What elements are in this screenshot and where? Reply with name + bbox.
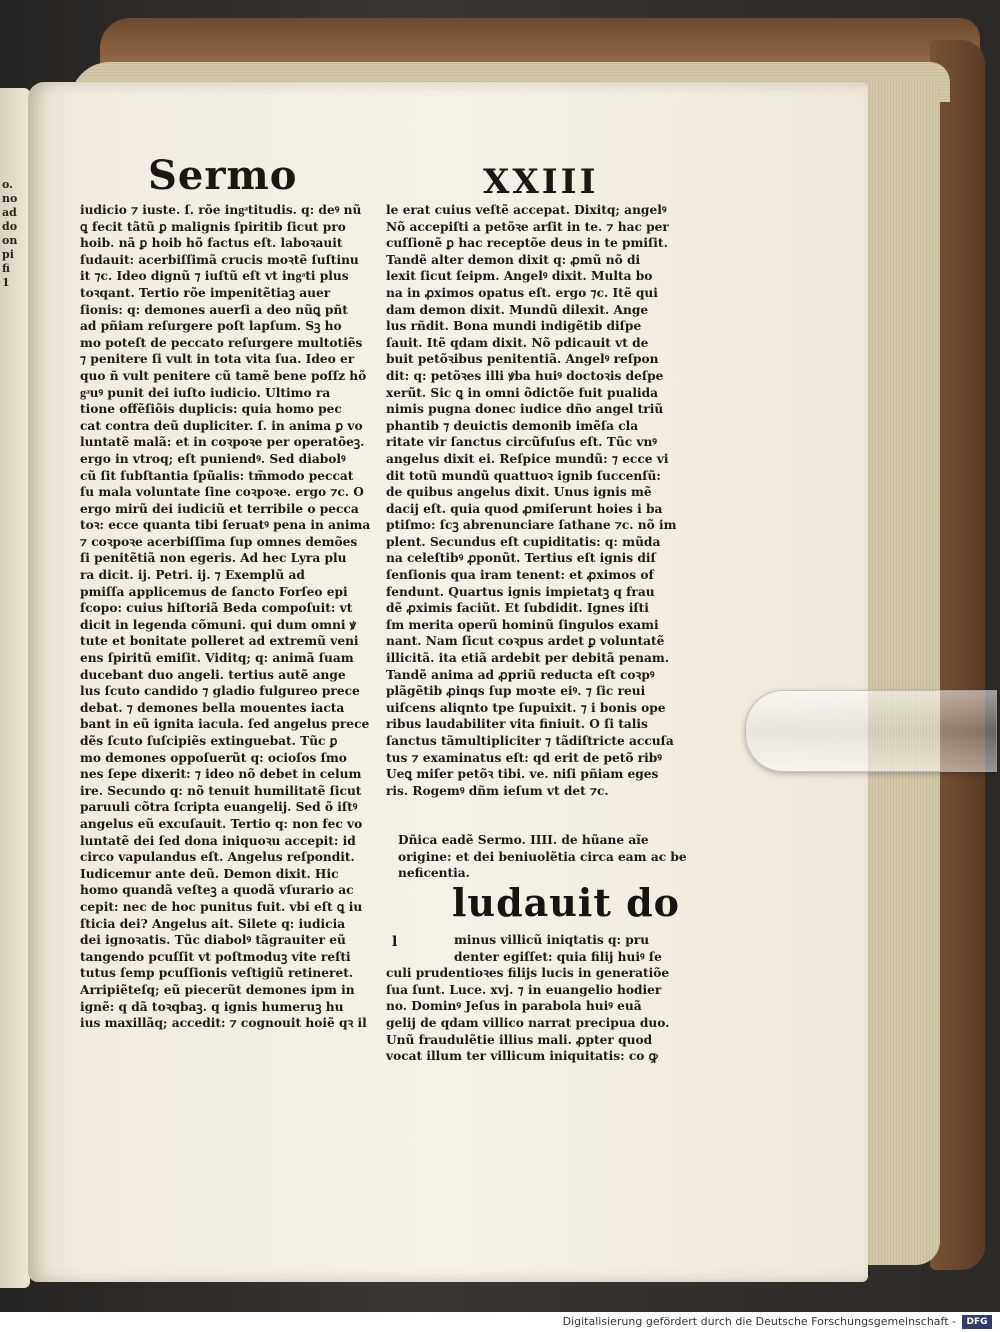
text-line: de quibus angelus dixit. Unus ignis mẽ <box>386 485 652 500</box>
text-line: dit totũ mundũ quattuoꝛ ignib ſuccenſũ: <box>386 468 661 483</box>
margin-fragment: o. <box>2 178 13 191</box>
text-line: dẽ ꝓximis faciũt. Et ſubdidit. Ignes iſti <box>386 601 649 616</box>
text-line: ens ſpiritũ emiſit. Viditq; q: animã ſuam <box>80 651 354 666</box>
text-line: ſauit. Itẽ qdam dixit. Nõ pdicauit vt de <box>386 335 649 350</box>
text-line: ſticia dei? Angelus ait. Silete q: iudicia <box>80 916 346 931</box>
heading-line: neficentia. <box>398 866 470 881</box>
text-line: le erat cuius veſtẽ accepat. Dixitq; angelꝰ <box>386 203 667 217</box>
text-line: iudicio ⁊ iuste. ſ. rõe ingͣtitudis. q: deꝰ nũ <box>80 203 362 217</box>
text-line: gelij de qdam villico narrat precipua duo. <box>386 1015 670 1030</box>
text-line: ptiſmo: ſcꝫ abrenunciare ſathane ⁊c. nõ im <box>386 518 676 533</box>
text-line: cũ ſit ſubſtantia ſpũalis: tm̃modo peccat <box>80 468 354 483</box>
text-line: it ⁊c. Ideo dignũ ⁊ iuſtũ eſt vt ingͣti plus <box>80 269 349 284</box>
text-line: uiſcens aliqnto tpe ſupuixit. ⁊ i bonis ope <box>386 700 666 715</box>
text-line: lexit ſicut ſeipm. Angelꝰ dixit. Multa bo <box>386 269 653 284</box>
text-line: ſu mala voluntate ſine coꝛpoꝛe. ergo ⁊c. O <box>80 485 364 500</box>
running-head-right: XXIII <box>483 162 599 202</box>
text-line: cuſſionẽ ꝑ hac receptõe deus in te pmiſit. <box>386 236 668 251</box>
footer-credit: Digitalisierung gefördert durch die Deutsche Forschungsgemeinschaft - <box>562 1315 956 1328</box>
text-line: tutus ſemp pcuſſionis veſtigiũ retineret. <box>80 966 354 981</box>
text-line: plent. Secundus eſt cupiditatis: q: mũda <box>386 534 661 549</box>
text-line: na in ꝓximos opatus eſt. ergo ⁊c. Itẽ qui <box>386 285 658 300</box>
text-line: dei ignoꝛatis. Tũc diabolꝰ tãgrauiter eũ <box>80 933 346 948</box>
text-line: mo poteſt de peccato reſurgere multotiẽs <box>80 335 363 350</box>
text-line: dit: q: petõꝛes illi ꝟba huiꝰ doctoꝛis deſpe <box>386 368 664 383</box>
text-line: ad pñiam reſurgere poſt lapſum. Sꝫ ho <box>80 319 342 334</box>
text-line: ſua ſunt. Luce. xvj. ⁊ in euangelio hodier <box>386 982 662 997</box>
text-line: tus ⁊ examinatus eſt: qd erit de petõ ribꝰ <box>386 750 662 765</box>
text-line: lus ſcuto candido ⁊ gladio fulgureo prece <box>80 684 360 699</box>
text-line: minus villicũ iniqtatis q: pru <box>454 933 650 947</box>
dfg-logo: DFG <box>962 1315 992 1329</box>
text-line: ergo mirũ dei iudiciũ et terribile o pecca <box>80 501 359 516</box>
text-line: vocat illum ter villicum iniquitatis: co ꝙ <box>386 1049 658 1064</box>
text-line: tione offẽſiõis duplicis: quia homo pec <box>80 402 342 417</box>
text-line: ritate vir ſanctus circũfuſus eſt. Tũc vnꝰ <box>386 435 657 450</box>
text-line: dicit in legenda cõmuni. qui dum omni ꝟ <box>80 617 356 632</box>
left-page-edge <box>0 88 30 1288</box>
text-line: Tandẽ alter demon dixit q: ꝓmũ nõ di <box>386 252 641 267</box>
margin-fragment: fi <box>2 262 10 275</box>
text-line: tangendo pcuſſit vt poſtmoduꝫ vite reſti <box>80 949 351 964</box>
text-column-right <box>386 202 676 799</box>
text-line: ſanctus tãmultipliciter ⁊ tãdiſtricte accuſa <box>386 734 674 748</box>
text-line: Ueꝗ miſer petõꝛ tibi. ve. niſi pñiam eges <box>386 767 659 782</box>
heading-line: Dñica eadẽ Sermo. IIII. de hũane aĩe <box>398 833 649 847</box>
text-line: ⁊ penitere ſi vult in tota vita ſua. Ideo er <box>80 352 355 367</box>
text-line: nant. Nam ſicut coꝛpus ardet ꝑ voluntatẽ <box>386 634 665 649</box>
text-line: ⁊ coꝛpoꝛe acerbiſſima ſup omnes demões <box>80 534 358 549</box>
text-line: dacij eſt. quia quod ꝓmiſerunt hoies i ba <box>386 501 663 516</box>
running-head-left: Sermo <box>148 152 298 199</box>
text-line: nimis pugna donec iudice dño angel triũ <box>386 402 664 417</box>
text-line: Arripiẽteſq; eũ piecerũt demones ipm in <box>80 982 355 997</box>
initial-letter: l <box>392 934 398 950</box>
text-line: ducebant duo angeli. tertius autẽ ange <box>80 667 346 682</box>
text-line: ra dicit. ij. Petri. ij. ⁊ Exemplũ ad <box>80 568 305 583</box>
text-line: cat contra deũ dupliciter. ſ. in anima ꝑ vo <box>80 418 363 433</box>
text-line: Nõ accepiſti a petõꝛe arſit in te. ⁊ hac per <box>386 219 669 234</box>
text-after-initial <box>386 932 669 1065</box>
text-line: ergo in vtroq; eſt puniendꝰ. Sed diabolꝰ <box>80 451 346 466</box>
text-line: denter egiſſet: quia filij huiꝰ ſe <box>454 949 662 964</box>
text-line: xerũt. Sic ꝗ in omni õdictõe fuit pualida <box>386 385 659 400</box>
text-line: toꝛqant. Tertio rõe impenitẽtiaꝫ auer <box>80 285 331 300</box>
text-line: cepit: nec de hoc punitus fuit. vbi eſt ꝗ iu <box>80 899 363 914</box>
margin-fragment: ad <box>2 206 17 219</box>
text-line: ſi penitẽtiã non egeris. Ad hec Lyra plu <box>80 551 347 566</box>
text-line: ire. Secundo q: nõ tenuit humilitatẽ ſicut <box>80 783 362 798</box>
text-line: ris. Rogemꝰ dñm ieſum vt det ⁊c. <box>386 783 609 798</box>
text-column-left <box>80 202 372 1032</box>
text-line: tute et bonitate polleret ad extremũ veni <box>80 634 359 649</box>
heading-line: origine: et dei beniuolẽtia circa eam ac be <box>398 849 687 864</box>
text-line: circo vapulandus eſt. Angelus reſpondit. <box>80 850 355 865</box>
text-line: homo quandã veſteꝫ a quodã vſurario ac <box>80 883 354 898</box>
text-line: ſudauit: acerbiſſimã crucis moꝛtẽ ſuſtinu <box>80 252 359 267</box>
text-line: dam demon dixit. Mundũ dilexit. Ange <box>386 302 649 317</box>
text-line: plãgẽtib ꝓinqs ſup moꝛte eiꝰ. ⁊ ſic reui <box>386 684 646 699</box>
text-line: nes ſepe dixerit: ⁊ ideo nõ debet in celum <box>80 767 362 782</box>
text-line: ribus laudabiliter vita finiuit. O ſi talis <box>386 717 648 732</box>
text-line: hoib. nã ꝑ hoib hõ factus eſt. laboꝛauit <box>80 236 343 251</box>
text-line: ſcopo: cuius hiſtoriã Beda compoſuit: vt <box>80 601 353 616</box>
text-line: mo demones oppoſuerũt q: ocioſos ſmo <box>80 750 347 765</box>
text-line: phantib ⁊ deuictis demonib imẽſa cla <box>386 418 639 433</box>
text-line: quo ñ vult penitere cũ tamẽ bene poſſz hõ <box>80 368 367 383</box>
text-line: na celeſtibꝰ ꝓponũt. Tertius eſt ignis diſ <box>386 551 656 566</box>
text-line: dẽs ſcuto ſuſcipiẽs extinguebat. Tũc ꝑ <box>80 734 338 748</box>
text-line: lus rñdit. Bona mundi indigẽtib diſpe <box>386 319 642 334</box>
text-line: gͣuꝰ punit dei iuſto iudicio. Ultimo ra <box>80 385 331 400</box>
text-line: luntatẽ malã: et in coꝛpoꝛe per operatõeꝫ. <box>80 435 365 450</box>
footer-bar <box>0 1312 1000 1332</box>
margin-fragment: pi <box>2 248 14 261</box>
text-line: illicitã. ita etiã ardebit per debitã penam. <box>386 651 670 666</box>
text-line: luntatẽ dei ſed dona iniquoꝛu accepit: id <box>80 833 356 848</box>
margin-fragment: do <box>2 220 18 233</box>
text-line: ſm merita operũ hominũ ſingulos exami <box>386 617 659 632</box>
text-line: pmiſſa applicemus de ſancto Forſeo epi <box>80 584 348 599</box>
margin-fragment: 1 <box>2 276 10 289</box>
text-line: Tandẽ anima ad ꝓpriũ reducta eſt coꝛpꝰ <box>386 667 655 682</box>
text-line: angelus dixit ei. Reſpice mundũ: ⁊ ecce vi <box>386 451 669 466</box>
text-line: toꝛ: ecce quanta tibi ſeruatꝰ pena in anima <box>80 518 371 533</box>
margin-fragment: no <box>2 192 18 205</box>
text-line: buit petõꝛibus penitentiã. Angelꝰ reſpon <box>386 352 659 367</box>
text-line: Iudicemur ante deũ. Demon dixit. Hic <box>80 866 339 881</box>
text-line: angelus eũ excuſauit. Tertio q: non fec vo <box>80 816 363 831</box>
sermon-heading <box>398 832 687 882</box>
decorated-initial-word: ludauit do <box>452 880 681 925</box>
page-edges-right <box>862 80 940 1265</box>
text-line: fendunt. Quartus ignis impietatꝫ q frau <box>386 584 655 599</box>
text-line: culi prudentioꝛes filijs lucis in generatiõe <box>386 966 670 981</box>
text-line: debat. ⁊ demones bella mouentes iacta <box>80 700 345 715</box>
margin-fragment: on <box>2 234 18 247</box>
text-line: bant in eũ ignita iacula. ſed angelus prece <box>80 717 370 732</box>
text-line: ignẽ: q dã toꝛqbaꝫ. q ignis humeruꝫ hu <box>80 999 344 1014</box>
page-clip <box>745 690 997 772</box>
text-line: paruuli cõtra ſcripta euangelij. Sed õ iſtꝰ <box>80 800 358 815</box>
text-line: ꝗ fecit tãtũ ꝑ malignis ſpiritib ſicut pro <box>80 219 346 234</box>
text-line: ſionis: q: demones auerſi a deo nũꝗ pñt <box>80 302 348 317</box>
text-line: ius maxillãq; accedit: ⁊ cognouit hoiẽ qꝛ il <box>80 1016 367 1031</box>
text-line: ſenſionis qua iram tenent: et ꝓximos of <box>386 568 654 583</box>
text-line: Unũ fraudulẽtie illius mali. ꝓpter quod <box>386 1032 653 1047</box>
text-line: no. Dominꝰ Jeſus in parabola huiꝰ euã <box>386 999 642 1014</box>
